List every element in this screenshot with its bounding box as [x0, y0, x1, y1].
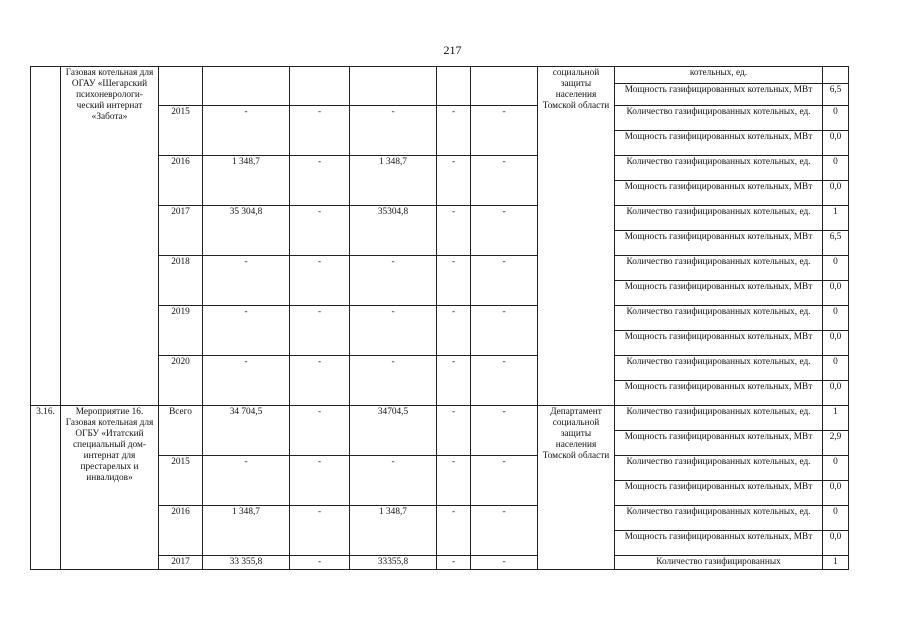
indicator-label: Мощность газифицированных котельных, МВт [615, 531, 823, 556]
extra-cell: - [471, 206, 538, 256]
indicator-label: Мощность газифицированных котельных, МВт [615, 131, 823, 156]
regional-cell: - [350, 306, 437, 356]
municipal-cell: - [437, 406, 471, 456]
federal-cell: - [290, 256, 350, 306]
extra-cell: - [471, 406, 538, 456]
indicator-label: Количество газифицированных котельных, ед. [615, 456, 823, 481]
indicator-value: 0 [823, 456, 849, 481]
indicator-value: 1 [823, 556, 849, 570]
indicator-value: 1 [823, 406, 849, 431]
extra-cell: - [471, 356, 538, 406]
year-cell: 2016 [159, 156, 203, 206]
indicator-value: 0,0 [823, 331, 849, 356]
indicator-label: Количество газифицированных котельных, ед. [615, 156, 823, 181]
federal-cell [290, 67, 350, 106]
regional-cell: - [350, 106, 437, 156]
total-cell: - [203, 356, 290, 406]
extra-cell [471, 67, 538, 106]
federal-cell: - [290, 306, 350, 356]
indicator-label: Количество газифицированных котельных, ед. [615, 106, 823, 131]
total-cell: - [203, 256, 290, 306]
year-cell: 2017 [159, 556, 203, 570]
indicator-label: Количество газифицированных котельных, ед. [615, 206, 823, 231]
municipal-cell: - [437, 256, 471, 306]
indicator-label: Мощность газифицированных котельных, МВт [615, 381, 823, 406]
year-cell: 2019 [159, 306, 203, 356]
regional-cell: - [350, 256, 437, 306]
indicator-value: 0,0 [823, 381, 849, 406]
federal-cell: - [290, 456, 350, 506]
total-cell: 1 348,7 [203, 506, 290, 556]
indicator-value: 6,5 [823, 84, 849, 106]
municipal-cell: - [437, 356, 471, 406]
regional-cell [350, 67, 437, 106]
indicator-value: 0,0 [823, 531, 849, 556]
total-cell: 35 304,8 [203, 206, 290, 256]
year-cell: 2018 [159, 256, 203, 306]
federal-cell: - [290, 156, 350, 206]
indicator-label: Количество газифицированных [615, 556, 823, 570]
row-number-cell: 3.16. [31, 406, 61, 570]
regional-cell: 33355,8 [350, 556, 437, 570]
federal-cell: - [290, 356, 350, 406]
indicator-value: 0,0 [823, 181, 849, 206]
municipal-cell: - [437, 306, 471, 356]
total-cell: - [203, 306, 290, 356]
indicator-label: Мощность газифицированных котельных, МВт [615, 181, 823, 206]
regional-cell: 34704,5 [350, 406, 437, 456]
indicator-value: 2,9 [823, 431, 849, 456]
federal-cell: - [290, 506, 350, 556]
regional-cell: 1 348,7 [350, 156, 437, 206]
activity-name: Газовая котельная для ОГАУ «Шегарский психоневрологи-ческий интернат «Забота» [61, 67, 159, 406]
municipal-cell: - [437, 206, 471, 256]
indicator-value: 0,0 [823, 481, 849, 506]
federal-cell: - [290, 556, 350, 570]
indicator-value: 1 [823, 206, 849, 231]
indicator-label: Мощность газифицированных котельных, МВт [615, 331, 823, 356]
indicator-value: 6,5 [823, 231, 849, 256]
federal-cell: - [290, 406, 350, 456]
regional-cell: 1 348,7 [350, 506, 437, 556]
row-number-cell [31, 67, 61, 406]
extra-cell: - [471, 456, 538, 506]
year-cell: 2015 [159, 106, 203, 156]
executor-cell: социальной защиты населения Томской области [538, 67, 615, 406]
indicator-label: Количество газифицированных котельных, ед. [615, 306, 823, 331]
municipal-cell: - [437, 556, 471, 570]
activity-name: Мероприятие 16. Газовая котельная для ОГБУ «Итатский специальный дом-интернат для престарелых и инвалидов» [61, 406, 159, 570]
indicator-label: Мощность газифицированных котельных, МВт [615, 281, 823, 306]
indicator-value: 0 [823, 106, 849, 131]
total-cell: - [203, 106, 290, 156]
indicator-label: Мощность газифицированных котельных, МВт [615, 431, 823, 456]
extra-cell: - [471, 556, 538, 570]
municipal-cell [437, 67, 471, 106]
executor-cell: Департамент социальной защиты населения Томской области [538, 406, 615, 570]
year-cell: 2016 [159, 506, 203, 556]
municipal-cell: - [437, 456, 471, 506]
municipal-cell: - [437, 506, 471, 556]
extra-cell: - [471, 306, 538, 356]
indicator-value: 0 [823, 356, 849, 381]
page-number: 217 [443, 43, 462, 57]
indicator-label: Количество газифицированных котельных, ед. [615, 406, 823, 431]
regional-cell: - [350, 356, 437, 406]
indicator-value: 0 [823, 156, 849, 181]
regional-cell: 35304,8 [350, 206, 437, 256]
indicator-value: 0 [823, 256, 849, 281]
total-cell [203, 67, 290, 106]
program-table [30, 66, 849, 570]
regional-cell: - [350, 456, 437, 506]
indicator-label: Количество газифицированных котельных, ед. [615, 356, 823, 381]
federal-cell: - [290, 206, 350, 256]
indicator-label: Мощность газифицированных котельных, МВт [615, 231, 823, 256]
year-cell: 2020 [159, 356, 203, 406]
year-cell: 2017 [159, 206, 203, 256]
total-cell: 33 355,8 [203, 556, 290, 570]
extra-cell: - [471, 506, 538, 556]
year-cell: Всего [159, 406, 203, 456]
indicator-label: Мощность газифицированных котельных, МВт [615, 84, 823, 106]
extra-cell: - [471, 106, 538, 156]
year-cell [159, 67, 203, 106]
indicator-value: 0,0 [823, 281, 849, 306]
total-cell: - [203, 456, 290, 506]
indicator-value: 0 [823, 306, 849, 331]
indicator-value: 0,0 [823, 131, 849, 156]
indicator-value: 0 [823, 506, 849, 531]
total-cell: 34 704,5 [203, 406, 290, 456]
indicator-value [823, 67, 849, 84]
municipal-cell: - [437, 156, 471, 206]
year-cell: 2015 [159, 456, 203, 506]
extra-cell: - [471, 256, 538, 306]
extra-cell: - [471, 156, 538, 206]
indicator-label: котельных, ед. [615, 67, 823, 84]
indicator-label: Количество газифицированных котельных, ед. [615, 506, 823, 531]
municipal-cell: - [437, 106, 471, 156]
total-cell: 1 348,7 [203, 156, 290, 206]
federal-cell: - [290, 106, 350, 156]
indicator-label: Мощность газифицированных котельных, МВт [615, 481, 823, 506]
indicator-label: Количество газифицированных котельных, ед. [615, 256, 823, 281]
